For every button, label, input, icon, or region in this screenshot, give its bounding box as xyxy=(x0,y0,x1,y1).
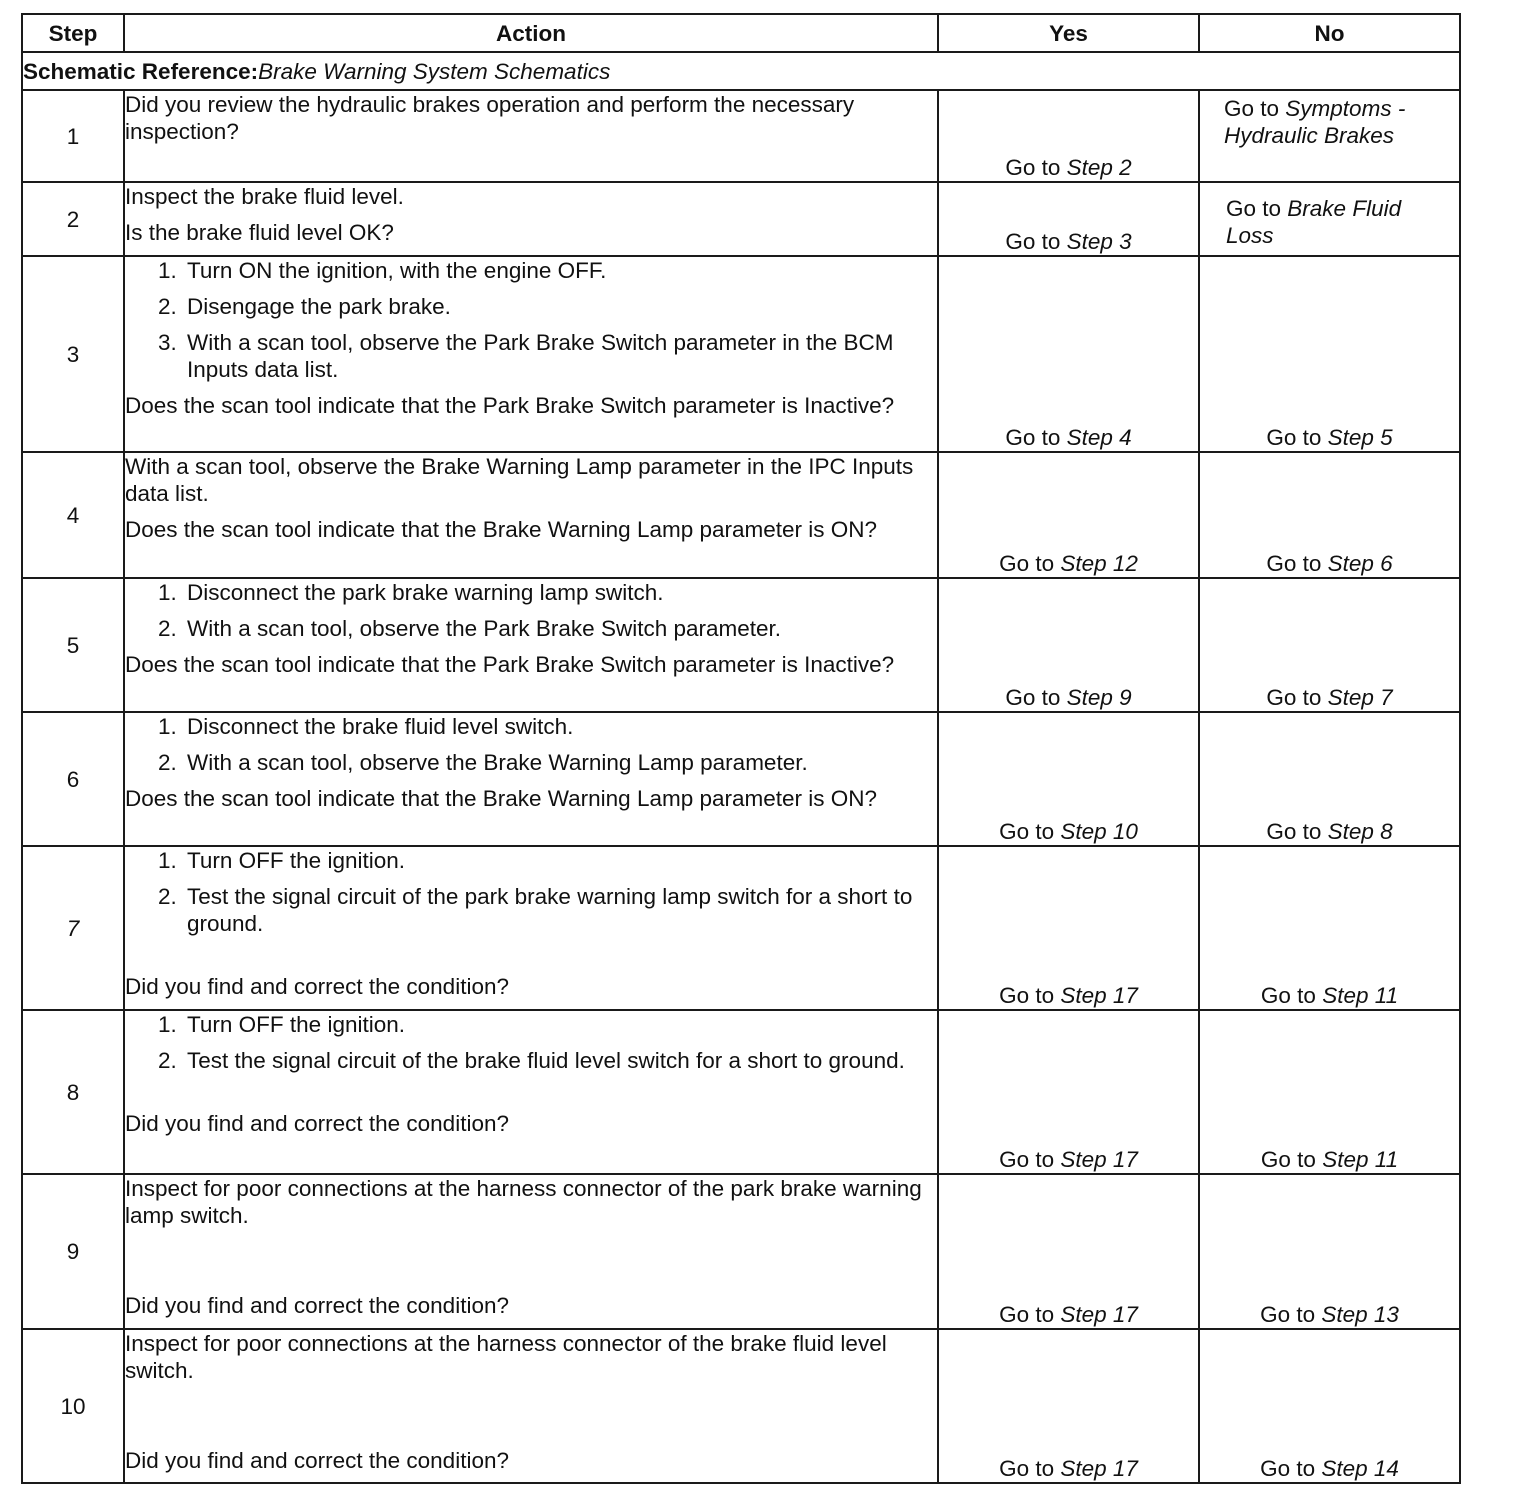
yes-target-link[interactable]: Step 17 xyxy=(1060,983,1138,1008)
yes-target-link[interactable]: Step 4 xyxy=(1066,425,1132,450)
substep-list xyxy=(125,713,937,776)
no-target-link[interactable]: Step 11 xyxy=(1322,983,1399,1008)
no-target-link[interactable]: Step 13 xyxy=(1321,1302,1399,1327)
action-question: Did you find and correct the condition? xyxy=(125,1293,509,1318)
header-row xyxy=(22,14,1460,52)
action-question: Did you find and correct the condition? xyxy=(125,1448,509,1473)
substep-list xyxy=(125,847,937,937)
action-cell xyxy=(124,1329,938,1483)
action-text: With a scan tool, observe the Brake Warning Lamp parameter in the IPC Inputs data list. xyxy=(125,454,914,506)
action-question: Did you find and correct the condition? xyxy=(125,1111,509,1136)
step-number: 4 xyxy=(22,452,124,578)
header-action: Action xyxy=(124,14,938,52)
go-to-label: Go to xyxy=(1005,229,1061,254)
action-cell xyxy=(124,1174,938,1329)
table-row xyxy=(22,1010,1460,1174)
no-target-link[interactable]: Step 7 xyxy=(1327,685,1393,710)
schematic-reference-row xyxy=(22,52,1460,90)
go-to-label: Go to xyxy=(1260,1147,1316,1172)
action-cell xyxy=(124,90,938,182)
yes-target-link[interactable]: Step 2 xyxy=(1066,155,1132,180)
substep-item: 1. Disconnect the brake fluid level switch. xyxy=(183,713,937,740)
no-target-link[interactable]: Step 8 xyxy=(1327,819,1393,844)
go-to-label: Go to xyxy=(999,1302,1055,1327)
go-to-label: Go to xyxy=(999,819,1055,844)
go-to-label: Go to xyxy=(1005,155,1061,180)
no-cell xyxy=(1199,452,1460,578)
table-row xyxy=(22,846,1460,1010)
table-row xyxy=(22,1174,1460,1329)
yes-cell xyxy=(938,452,1199,578)
action-cell xyxy=(124,182,938,256)
table-row xyxy=(22,90,1460,182)
yes-cell xyxy=(938,1174,1199,1329)
no-cell xyxy=(1199,712,1460,846)
action-question: Does the scan tool indicate that the Brake Warning Lamp parameter is ON? xyxy=(125,517,878,542)
go-to-label: Go to xyxy=(999,983,1055,1008)
go-to-label: Go to xyxy=(1224,96,1280,121)
no-cell xyxy=(1199,182,1460,256)
substep-item: 1. Turn OFF the ignition. xyxy=(183,847,937,874)
step-number: 7 xyxy=(22,846,124,1010)
go-to-label: Go to xyxy=(1266,551,1322,576)
action-cell xyxy=(124,256,938,452)
substep-item: 2. With a scan tool, observe the Brake Warning Lamp parameter. xyxy=(183,749,937,776)
yes-target-link[interactable]: Step 17 xyxy=(1060,1302,1138,1327)
go-to-label: Go to xyxy=(1260,1302,1316,1327)
action-cell xyxy=(124,452,938,578)
action-text: Inspect for poor connections at the harness connector of the park brake warning lamp switch. xyxy=(125,1176,922,1228)
go-to-label: Go to xyxy=(1226,196,1282,221)
yes-cell xyxy=(938,846,1199,1010)
step-number: 10 xyxy=(22,1329,124,1483)
yes-target-link[interactable]: Step 17 xyxy=(1060,1147,1138,1172)
header-yes: Yes xyxy=(938,14,1199,52)
go-to-label: Go to xyxy=(1266,685,1322,710)
no-cell xyxy=(1199,1174,1460,1329)
step-number: 5 xyxy=(22,578,124,712)
action-question: Did you find and correct the condition? xyxy=(125,974,509,999)
substep-list xyxy=(125,257,937,383)
table-row xyxy=(22,182,1460,256)
table-row xyxy=(22,1329,1460,1483)
no-cell xyxy=(1199,90,1460,182)
yes-cell xyxy=(938,578,1199,712)
step-number: 9 xyxy=(22,1174,124,1329)
action-cell xyxy=(124,1010,938,1174)
substep-item: 2. Test the signal circuit of the park brake warning lamp switch for a short to ground. xyxy=(183,883,937,937)
action-question: Does the scan tool indicate that the Park Brake Switch parameter is Inactive? xyxy=(125,652,895,677)
no-cell xyxy=(1199,578,1460,712)
go-to-label: Go to xyxy=(999,1147,1055,1172)
step-number: 2 xyxy=(22,182,124,256)
action-text: Inspect for poor connections at the harness connector of the brake fluid level switch. xyxy=(125,1331,887,1383)
action-question: Is the brake fluid level OK? xyxy=(125,220,394,245)
action-question: Does the scan tool indicate that the Brake Warning Lamp parameter is ON? xyxy=(125,786,878,811)
header-step: Step xyxy=(22,14,124,52)
no-target-link[interactable]: Brake Fluid Loss xyxy=(1226,196,1402,248)
table-row xyxy=(22,712,1460,846)
go-to-label: Go to xyxy=(1266,819,1322,844)
no-target-link[interactable]: Step 14 xyxy=(1321,1456,1399,1481)
table-row xyxy=(22,452,1460,578)
yes-cell xyxy=(938,712,1199,846)
step-number: 8 xyxy=(22,1010,124,1174)
substep-item: 1. Turn ON the ignition, with the engine OFF. xyxy=(183,257,937,284)
no-target-link[interactable]: Symptoms - Hydraulic Brakes xyxy=(1224,96,1406,148)
no-target-link[interactable]: Step 11 xyxy=(1322,1147,1399,1172)
substep-item: 2. With a scan tool, observe the Park Brake Switch parameter. xyxy=(183,615,937,642)
go-to-label: Go to xyxy=(1260,983,1316,1008)
no-cell xyxy=(1199,1329,1460,1483)
go-to-label: Go to xyxy=(1005,685,1061,710)
go-to-label: Go to xyxy=(999,551,1055,576)
go-to-label: Go to xyxy=(1005,425,1061,450)
yes-cell xyxy=(938,90,1199,182)
schematic-reference-link[interactable]: Brake Warning System Schematics xyxy=(258,58,611,84)
substep-item: 2. Disengage the park brake. xyxy=(183,293,937,320)
go-to-label: Go to xyxy=(1260,1456,1316,1481)
substep-item: 3. With a scan tool, observe the Park Brake Switch parameter in the BCM Inputs data list. xyxy=(183,329,937,383)
schematic-reference xyxy=(22,52,1460,90)
schematic-reference-label: Schematic Reference: xyxy=(23,58,259,84)
step-number: 6 xyxy=(22,712,124,846)
no-target-link[interactable]: Step 6 xyxy=(1327,551,1393,576)
yes-cell xyxy=(938,1010,1199,1174)
yes-target-link[interactable]: Step 17 xyxy=(1060,1456,1138,1481)
no-cell xyxy=(1199,1010,1460,1174)
yes-target-link[interactable]: Step 3 xyxy=(1066,229,1132,254)
action-cell xyxy=(124,578,938,712)
yes-target-link[interactable]: Step 12 xyxy=(1060,551,1138,576)
yes-cell xyxy=(938,1329,1199,1483)
action-question: Does the scan tool indicate that the Park Brake Switch parameter is Inactive? xyxy=(125,393,895,418)
table-row xyxy=(22,578,1460,712)
substep-item: 1. Disconnect the park brake warning lamp switch. xyxy=(183,579,937,606)
table-row xyxy=(22,256,1460,452)
go-to-label: Go to xyxy=(999,1456,1055,1481)
step-number: 1 xyxy=(22,90,124,182)
yes-target-link[interactable]: Step 10 xyxy=(1060,819,1138,844)
action-text: Inspect the brake fluid level. xyxy=(125,184,404,209)
action-text: Did you review the hydraulic brakes operation and perform the necessary inspection? xyxy=(125,92,855,144)
diagnostic-table xyxy=(21,13,1461,1484)
no-target-link[interactable]: Step 5 xyxy=(1327,425,1393,450)
substep-item: 1. Turn OFF the ignition. xyxy=(183,1011,937,1038)
substep-list xyxy=(125,1011,937,1074)
action-cell xyxy=(124,712,938,846)
go-to-label: Go to xyxy=(1266,425,1322,450)
header-no: No xyxy=(1199,14,1460,52)
yes-cell xyxy=(938,256,1199,452)
substep-list xyxy=(125,579,937,642)
step-number: 3 xyxy=(22,256,124,452)
yes-cell xyxy=(938,182,1199,256)
yes-target-link[interactable]: Step 9 xyxy=(1066,685,1132,710)
no-cell xyxy=(1199,256,1460,452)
no-cell xyxy=(1199,846,1460,1010)
action-cell xyxy=(124,846,938,1010)
substep-item: 2. Test the signal circuit of the brake fluid level switch for a short to ground. xyxy=(183,1047,937,1074)
